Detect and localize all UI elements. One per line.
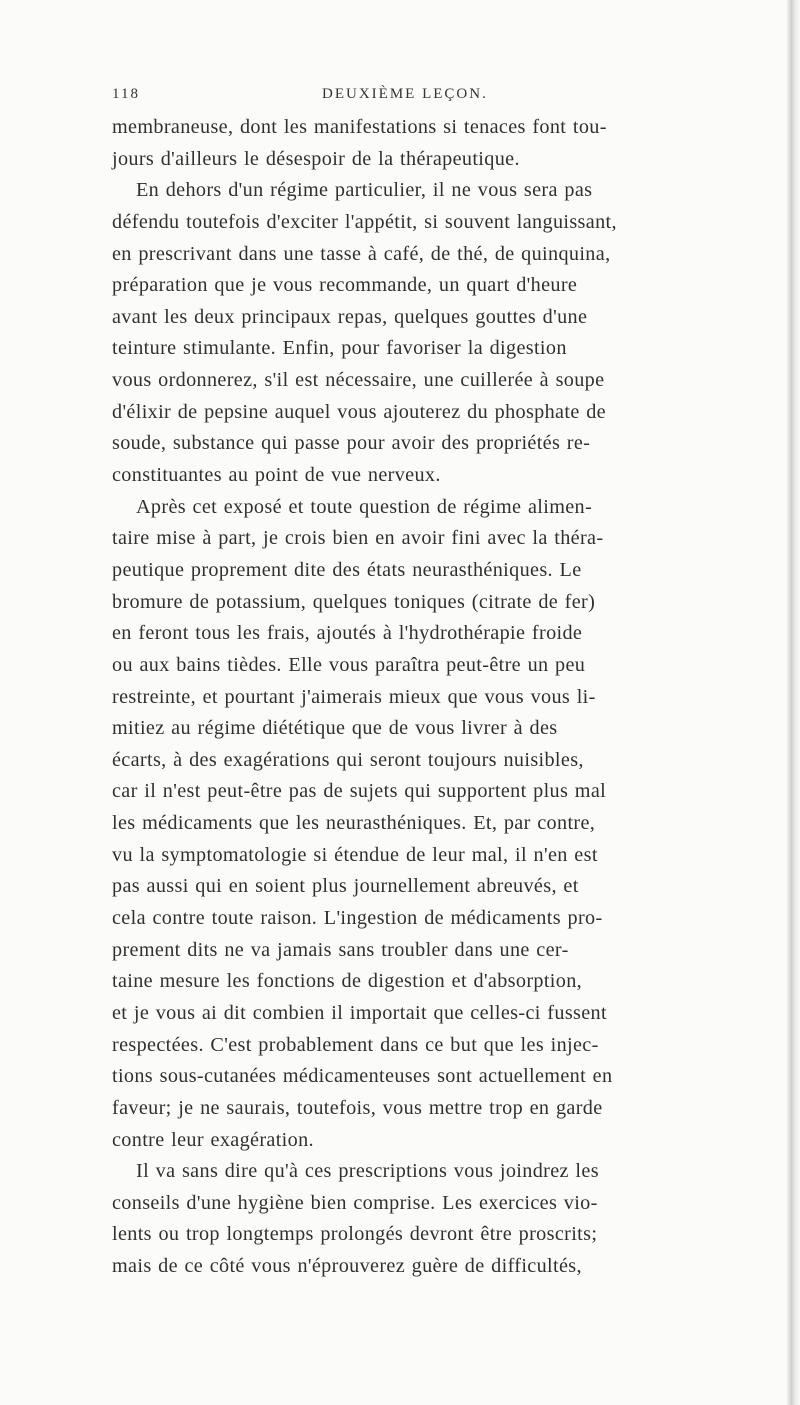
page-edge-shadow [786,0,800,1405]
text-line: soude, substance qui passe pour avoir des propriétés re- [112,432,591,455]
text-line: Il va sans dire qu'à ces prescriptions vous joindrez les [136,1160,599,1183]
text-line: constituantes au point de vue nerveux. [112,464,441,487]
text-line: avant les deux principaux repas, quelques gouttes d'une [112,305,588,328]
text-line: En dehors d'un régime particulier, il ne vous sera pas [136,179,593,202]
text-line: membraneuse, dont les manifestations si tenaces font tou- [112,116,607,138]
running-head: DEUXIÈME LEÇON. [322,86,488,102]
page-header [112,86,712,106]
text-line: écarts, à des exagérations qui seront toujours nuisibles, [112,748,584,771]
text-line: et je vous ai dit combien il importait que celles-ci fussent [112,1001,607,1024]
text-line: conseils d'une hygiène bien comprise. Les exercices vio- [112,1191,598,1214]
text-line: restreinte, et pourtant j'aimerais mieux que vous vous li- [112,685,596,708]
text-line: d'élixir de pepsine auquel vous ajouterez du phosphate de [112,400,606,423]
text-line: lents ou trop longtemps prolongés devront être proscrits; [112,1223,598,1246]
text-line: vu la symptomatologie si étendue de leur mal, il n'en est [112,843,598,866]
text-line: pas aussi qui en soient plus journellement abreuvés, et [112,875,579,898]
text-line: ou aux bains tièdes. Elle vous paraîtra peut-être un peu [112,653,586,676]
text-line: tions sous-cutanées médicamenteuses sont actuellement en [112,1065,613,1088]
text-line: en prescrivant dans une tasse à café, de thé, de quinquina, [112,242,611,265]
text-line: préparation que je vous recommande, un quart d'heure [112,274,578,297]
text-line: Après cet exposé et toute question de régime alimen- [136,495,593,518]
text-line: faveur; je ne saurais, toutefois, vous mettre trop en garde [112,1096,603,1119]
text-line: teinture stimulante. Enfin, pour favoriser la digestion [112,337,567,360]
page-number: 118 [112,86,140,102]
text-line: taire mise à part, je crois bien en avoir fini avec la théra- [112,527,604,550]
text-line: bromure de potassium, quelques toniques (citrate de fer) [112,590,596,613]
text-line: vous ordonnerez, s'il est nécessaire, une cuillerée à soupe [112,369,605,392]
text-line: contre leur exagération. [112,1128,314,1151]
text-line: car il n'est peut-être pas de sujets qui supportent plus mal [112,780,607,803]
body-text [112,112,720,1283]
text-line: prement dits ne va jamais sans troubler dans une cer- [112,938,569,961]
text-line: mitiez au régime diététique que de vous livrer à des [112,717,558,740]
text-line: mais de ce côté vous n'éprouverez guère de difficultés, [112,1255,582,1278]
text-line: les médicaments que les neurasthéniques. Et, par contre, [112,812,596,835]
text-line: peutique proprement dite des états neurasthéniques. Le [112,558,582,581]
text-line: jours d'ailleurs le désespoir de la thérapeutique. [112,147,520,170]
text-line: en feront tous les frais, ajoutés à l'hydrothérapie froide [112,622,583,645]
text-line: cela contre toute raison. L'ingestion de médicaments pro- [112,907,603,930]
text-line: défendu toutefois d'exciter l'appétit, si souvent languissant, [112,210,617,233]
text-line: respectées. C'est probablement dans ce but que les injec- [112,1033,599,1056]
text-line: taine mesure les fonctions de digestion et d'absorption, [112,970,583,993]
